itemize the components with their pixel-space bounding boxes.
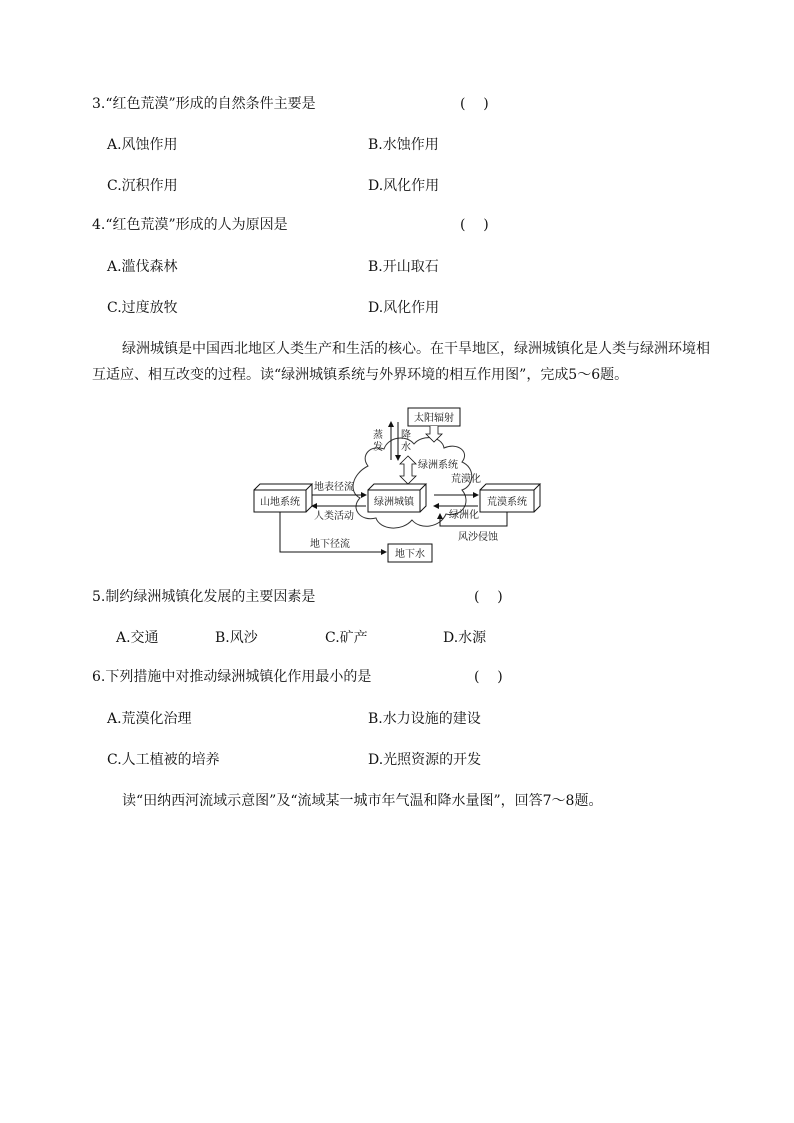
q4-stem: 4.“红色荒漠”形成的人为原因是 [92, 217, 288, 233]
oasis-exchange-arrow [400, 456, 416, 484]
q6-option-a: A.荒漠化治理 [107, 711, 192, 727]
oasis-system-label: 绿洲系统 [418, 460, 458, 471]
q4-option-c: C.过度放牧 [107, 300, 178, 316]
q5-option-d: D.水源 [443, 630, 487, 646]
q3-option-b: B.水蚀作用 [368, 137, 439, 153]
q3-option-c: C.沉积作用 [107, 178, 178, 194]
solar-arrow [426, 426, 442, 442]
evaporation-char-1: 蒸 [373, 430, 383, 441]
oasis-town-label: 绿洲城镇 [374, 497, 414, 508]
q3-stem: 3.“红色荒漠”形成的自然条件主要是 [92, 96, 316, 112]
q3-option-a: A.风蚀作用 [107, 137, 178, 153]
q4-option-b: B.开山取石 [368, 259, 439, 275]
q4-answer-paren: ( ) [460, 217, 489, 233]
q5-answer-paren: ( ) [474, 589, 503, 605]
solar-radiation-label: 太阳辐射 [414, 413, 454, 424]
q4-option-d: D.风化作用 [368, 300, 440, 316]
passage-oasis: 绿洲城镇是中国西北地区人类生产和生活的核心。在干旱地区，绿洲城镇化是人类与绿洲环境相互适应、相互改变的过程。读“绿洲城镇系统与外界环境的相互作用图”，完成5～6题。 [92, 341, 710, 383]
q5-stem: 5.制约绿洲城镇化发展的主要因素是 [92, 589, 316, 605]
q6-answer-paren: ( ) [474, 669, 503, 685]
precipitation-char-1: 降 [401, 430, 411, 441]
q5-option-b: B.风沙 [215, 630, 258, 646]
evaporation-char-2: 发 [373, 442, 383, 453]
q4-option-a: A.滥伐森林 [107, 259, 178, 275]
desertification-label: 荒漠化 [451, 474, 481, 485]
passage-tennessee: 读“田纳西河流域示意图”及“流域某一城市年气温和降水量图”，回答7～8题。 [122, 793, 603, 809]
q6-option-b: B.水力设施的建设 [368, 711, 481, 727]
q3-answer-paren: ( ) [460, 96, 489, 112]
q5-option-a: A.交通 [116, 630, 159, 646]
desert-system-label: 荒漠系统 [487, 497, 527, 508]
q6-option-d: D.光照资源的开发 [368, 752, 482, 768]
precipitation-char-2: 水 [401, 442, 411, 453]
q5-option-c: C.矿产 [325, 630, 368, 646]
wind-erosion-label: 风沙侵蚀 [458, 532, 498, 543]
surface-runoff-label: 地表径流 [314, 482, 354, 493]
human-activity-label: 人类活动 [314, 511, 354, 522]
oasisification-label: 绿洲化 [449, 510, 479, 521]
underground-runoff-label: 地下径流 [310, 539, 350, 550]
q6-stem: 6.下列措施中对推动绿洲城镇化作用最小的是 [92, 669, 372, 685]
oasis-interaction-diagram [248, 404, 548, 569]
mountain-system-label: 山地系统 [260, 497, 300, 508]
q3-option-d: D.风化作用 [368, 178, 440, 194]
groundwater-label: 地下水 [395, 549, 425, 560]
q6-option-c: C.人工植被的培养 [107, 752, 220, 768]
